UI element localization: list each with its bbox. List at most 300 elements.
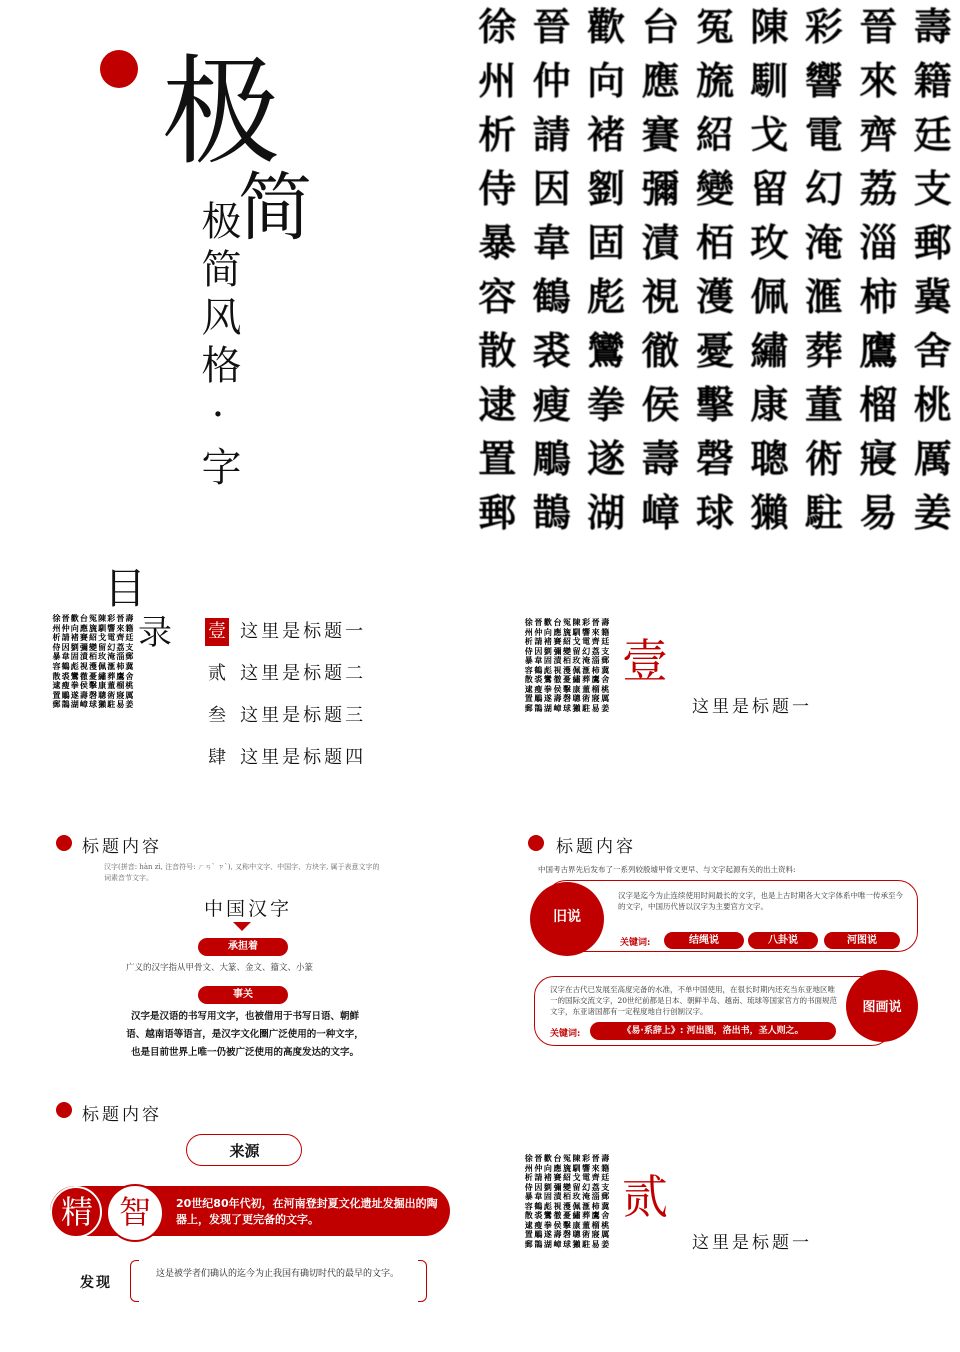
calligraphy-glyph: 寢 — [591, 1229, 600, 1239]
slide4-heading: 标题内容 — [556, 837, 636, 857]
calligraphy-glyph: 姜 — [601, 702, 610, 713]
calligraphy-glyph: 湖 — [587, 490, 626, 535]
slide5-discover-text: 这是被学者们确认的迄今为止我国有确切时代的最早的文字。 — [156, 1269, 400, 1279]
calligraphy-glyph: 逮 — [524, 683, 533, 694]
calligraphy-glyph: 台 — [641, 4, 680, 49]
calligraphy-glyph: 鵰 — [532, 436, 571, 481]
calligraphy-glyph: 散 — [524, 674, 533, 684]
calligraphy-glyph: 淄 — [116, 651, 125, 662]
calligraphy-glyph: 晉 — [591, 617, 600, 627]
calligraphy-glyph: 濩 — [695, 274, 734, 319]
calligraphy-glyph: 響 — [107, 622, 116, 633]
calligraphy-glyph: 憂 — [695, 328, 734, 373]
calligraphy-glyph: 厲 — [601, 1229, 610, 1239]
calligraphy-glyph: 旒 — [88, 622, 97, 633]
calligraphy-glyph: 應 — [553, 1162, 562, 1173]
cover-char-2: 简 — [238, 165, 312, 251]
calligraphy-glyph: 因 — [534, 1181, 543, 1192]
calligraphy-glyph: 變 — [695, 166, 734, 211]
calligraphy-glyph: 褚 — [543, 1172, 552, 1182]
section2-number: 贰 — [622, 1170, 668, 1224]
calligraphy-glyph: 繡 — [98, 670, 107, 681]
calligraphy-glyph: 留 — [572, 1181, 581, 1192]
calligraphy-glyph: 擊 — [562, 1219, 571, 1230]
calligraphy-glyph: 暴 — [52, 651, 61, 662]
calligraphy-glyph: 鵲 — [532, 490, 571, 535]
calligraphy-glyph: 析 — [52, 632, 61, 643]
calligraphy-glyph: 鷹 — [591, 674, 600, 684]
calligraphy-glyph: 彌 — [553, 645, 562, 656]
calligraphy-glyph: 逮 — [52, 680, 61, 691]
calligraphy-glyph: 支 — [601, 1181, 610, 1192]
calligraphy-glyph: 瘦 — [61, 680, 70, 691]
calligraphy-glyph: 紹 — [695, 112, 734, 157]
calligraphy-glyph: 視 — [553, 1200, 562, 1211]
calligraphy-glyph: 寢 — [859, 436, 898, 481]
calligraphy-glyph: 球 — [562, 1238, 571, 1249]
toc-item-num: 壹 — [205, 618, 229, 646]
calligraphy-glyph: 容 — [524, 664, 533, 675]
slide4-text-1: 汉字是迄今为止连续使用时间最长的文字，也是上古时期各大文字体系中唯一传承至今的文字，中国历代皆以汉字为主要官方文字。 — [618, 891, 903, 911]
calligraphy-glyph: 台 — [553, 1153, 562, 1163]
calligraphy-glyph: 仲 — [534, 1162, 543, 1173]
calligraphy-glyph: 遂 — [70, 689, 79, 700]
calligraphy-glyph: 析 — [524, 636, 533, 646]
calligraphy-glyph: 陳 — [572, 617, 581, 627]
calligraphy-glyph: 鵲 — [534, 702, 543, 713]
slide5-discover-label: 发现 — [80, 1275, 112, 1291]
toc-item-3[interactable] — [205, 702, 366, 732]
calligraphy-glyph: 遂 — [543, 693, 552, 703]
calligraphy-glyph: 固 — [543, 1191, 552, 1201]
calligraphy-glyph: 劉 — [587, 166, 626, 211]
calligraphy-glyph: 散 — [478, 328, 517, 373]
calligraphy-glyph: 柿 — [591, 664, 600, 675]
calligraphy-glyph: 應 — [553, 626, 562, 637]
calligraphy-glyph: 獺 — [98, 699, 107, 710]
toc-item-label: 这里是标题一 — [240, 621, 367, 642]
slide3-pill-1: 承担着 — [198, 938, 288, 956]
calligraphy-glyph: 拳 — [70, 680, 79, 691]
calligraphy-glyph: 鶴 — [534, 664, 543, 675]
calligraphy-glyph: 術 — [582, 1229, 591, 1239]
calligraphy-glyph: 晉 — [859, 4, 898, 49]
calligraphy-glyph: 郵 — [601, 655, 610, 665]
calligraphy-glyph: 鵰 — [534, 693, 543, 703]
calligraphy-glyph: 鶴 — [534, 1200, 543, 1211]
calligraphy-glyph: 壽 — [553, 693, 562, 703]
calligraphy-glyph: 冤 — [88, 613, 97, 623]
calligraphy-glyph: 董 — [107, 680, 116, 691]
calligraphy-glyph: 變 — [562, 645, 571, 656]
calligraphy-glyph: 繡 — [750, 328, 789, 373]
toc-item-1[interactable] — [205, 618, 366, 648]
toc-item-label: 这里是标题三 — [240, 705, 367, 726]
calligraphy-glyph: 籍 — [601, 1162, 610, 1173]
slide4-kw-label-2: 关键词: — [550, 1029, 581, 1039]
calligraphy-glyph: 晉 — [534, 1153, 543, 1163]
calligraphy-glyph: 濩 — [88, 661, 97, 671]
calligraphy-glyph: 厲 — [913, 436, 952, 481]
cover-red-dot — [100, 50, 138, 88]
calligraphy-glyph: 散 — [52, 670, 61, 681]
calligraphy-glyph: 磬 — [562, 1229, 571, 1239]
calligraphy-glyph: 栢 — [562, 655, 571, 665]
calligraphy-glyph: 漬 — [641, 220, 680, 265]
calligraphy-glyph: 彩 — [582, 1153, 591, 1163]
calligraphy-glyph: 荔 — [591, 1181, 600, 1192]
calligraphy-glyph: 滙 — [107, 661, 116, 671]
calligraphy-glyph: 球 — [562, 702, 571, 713]
calligraphy-glyph: 鸞 — [70, 670, 79, 681]
slide4-kw-1: 结绳说 — [664, 932, 744, 949]
slide3-intro: 汉字(拼音: hàn zì, 注音符号: ㄏㄢˋ ㄗˋ), 又称中文字、中国字、方块字, 属于表意文字的词素音节文字。 — [104, 863, 380, 882]
calligraphy-glyph: 戈 — [572, 636, 581, 646]
slide5-bracket-left — [130, 1260, 139, 1302]
calligraphy-glyph: 容 — [478, 274, 517, 319]
calligraphy-glyph: 幻 — [107, 641, 116, 652]
calligraphy-glyph: 聰 — [572, 1229, 581, 1239]
calligraphy-glyph: 遂 — [587, 436, 626, 481]
calligraphy-glyph: 淄 — [859, 220, 898, 265]
calligraphy-glyph: 支 — [913, 166, 952, 211]
calligraphy-glyph: 淄 — [591, 1191, 600, 1201]
calligraphy-glyph: 響 — [582, 1162, 591, 1173]
calligraphy-glyph: 彩 — [107, 613, 116, 623]
calligraphy-glyph: 柿 — [591, 1200, 600, 1211]
calligraphy-glyph: 視 — [641, 274, 680, 319]
section1-title: 这里是标题一 — [692, 697, 812, 717]
slide5-bracket-right — [418, 1260, 427, 1302]
toc-calligraphy-thumb — [52, 614, 134, 710]
calligraphy-glyph: 厲 — [125, 689, 134, 700]
calligraphy-glyph: 葬 — [804, 328, 843, 373]
calligraphy-glyph: 繡 — [572, 1210, 581, 1220]
calligraphy-glyph: 駐 — [107, 699, 116, 710]
section1-calligraphy-thumb — [524, 617, 610, 713]
calligraphy-glyph: 幻 — [804, 166, 843, 211]
slide3-body: 汉字是汉语的书写用文字，也被借用于书写日语、朝鲜语、越南语等语言，是汉字文化圈广泛使用的一种文字，也是目前世界上唯一仍被广泛使用的高度发达的文字。 — [126, 1011, 364, 1058]
calligraphy-glyph: 舍 — [125, 670, 134, 681]
toc-item-label: 这里是标题二 — [240, 663, 367, 684]
calligraphy-glyph: 擊 — [695, 382, 734, 427]
calligraphy-glyph: 籍 — [125, 622, 134, 633]
calligraphy-glyph: 徹 — [553, 674, 562, 684]
calligraphy-glyph: 來 — [859, 58, 898, 103]
calligraphy-glyph: 冤 — [695, 4, 734, 49]
calligraphy-glyph: 徹 — [641, 328, 680, 373]
slide5-bullet-dot — [56, 1102, 72, 1118]
calligraphy-glyph: 郵 — [601, 1191, 610, 1201]
calligraphy-glyph: 歡 — [70, 613, 79, 623]
toc-item-4[interactable] — [205, 744, 366, 774]
section1-number: 壹 — [622, 634, 668, 688]
calligraphy-glyph: 旒 — [695, 58, 734, 103]
slide3-center-title: 中国汉字 — [204, 898, 293, 920]
calligraphy-glyph: 歡 — [543, 617, 552, 627]
calligraphy-glyph: 郵 — [524, 1238, 533, 1249]
calligraphy-glyph: 荔 — [859, 166, 898, 211]
calligraphy-glyph: 賽 — [553, 636, 562, 646]
toc-item-2[interactable] — [205, 660, 366, 690]
calligraphy-glyph: 鶴 — [61, 661, 70, 671]
calligraphy-glyph: 歡 — [587, 4, 626, 49]
calligraphy-glyph: 易 — [591, 702, 600, 713]
calligraphy-glyph: 憂 — [562, 674, 571, 684]
calligraphy-glyph: 董 — [582, 1219, 591, 1230]
calligraphy-glyph: 壽 — [79, 689, 88, 700]
calligraphy-glyph: 榴 — [859, 382, 898, 427]
calligraphy-glyph: 仲 — [532, 58, 571, 103]
calligraphy-glyph: 獺 — [750, 490, 789, 535]
calligraphy-glyph: 冀 — [601, 664, 610, 675]
slide5-source-label: 来源 — [229, 1142, 260, 1160]
calligraphy-glyph: 容 — [524, 1200, 533, 1211]
calligraphy-glyph: 郵 — [524, 702, 533, 713]
calligraphy-glyph: 齊 — [591, 1172, 600, 1182]
calligraphy-glyph: 郵 — [52, 699, 61, 710]
calligraphy-glyph: 向 — [543, 1162, 552, 1173]
calligraphy-glyph: 壽 — [601, 617, 610, 627]
calligraphy-glyph: 晉 — [532, 4, 571, 49]
calligraphy-glyph: 湖 — [70, 699, 79, 710]
calligraphy-glyph: 舍 — [913, 328, 952, 373]
calligraphy-image — [470, 0, 960, 540]
calligraphy-glyph: 淹 — [804, 220, 843, 265]
calligraphy-glyph: 繡 — [572, 674, 581, 684]
calligraphy-glyph: 舍 — [601, 1210, 610, 1220]
calligraphy-glyph: 劉 — [543, 645, 552, 656]
calligraphy-glyph: 康 — [750, 382, 789, 427]
calligraphy-glyph: 電 — [107, 632, 116, 643]
slide3-bullet-dot — [56, 835, 72, 851]
calligraphy-glyph: 州 — [524, 626, 533, 637]
calligraphy-glyph: 玫 — [750, 220, 789, 265]
calligraphy-glyph: 籍 — [913, 58, 952, 103]
calligraphy-glyph: 裘 — [532, 328, 571, 373]
calligraphy-glyph: 漬 — [553, 655, 562, 665]
calligraphy-glyph: 侯 — [79, 680, 88, 691]
calligraphy-glyph: 彩 — [582, 617, 591, 627]
calligraphy-glyph: 栢 — [88, 651, 97, 662]
calligraphy-glyph: 電 — [582, 1172, 591, 1182]
calligraphy-glyph: 晉 — [534, 617, 543, 627]
calligraphy-glyph: 齊 — [116, 632, 125, 643]
calligraphy-glyph: 寢 — [116, 689, 125, 700]
slide5-circle-1-label: 精 — [60, 1193, 93, 1231]
calligraphy-glyph: 來 — [591, 626, 600, 637]
calligraphy-glyph: 廷 — [601, 1172, 610, 1182]
calligraphy-glyph: 聰 — [98, 689, 107, 700]
calligraphy-glyph: 佩 — [750, 274, 789, 319]
calligraphy-glyph: 紹 — [88, 632, 97, 643]
calligraphy-glyph: 晉 — [61, 613, 70, 623]
calligraphy-glyph: 徐 — [478, 4, 517, 49]
calligraphy-glyph: 留 — [98, 641, 107, 652]
calligraphy-glyph: 褚 — [587, 112, 626, 157]
calligraphy-glyph: 榴 — [591, 683, 600, 694]
calligraphy-glyph: 向 — [587, 58, 626, 103]
calligraphy-glyph: 郵 — [913, 220, 952, 265]
calligraphy-glyph: 冤 — [562, 617, 571, 627]
section2-calligraphy-thumb — [524, 1154, 610, 1248]
calligraphy-glyph: 玫 — [98, 651, 107, 662]
calligraphy-glyph: 嶂 — [79, 699, 88, 710]
calligraphy-glyph: 侯 — [553, 683, 562, 694]
calligraphy-glyph: 戈 — [750, 112, 789, 157]
calligraphy-glyph: 寢 — [591, 693, 600, 703]
calligraphy-glyph: 鶴 — [532, 274, 571, 319]
calligraphy-glyph: 向 — [543, 626, 552, 637]
calligraphy-glyph: 柿 — [859, 274, 898, 319]
calligraphy-glyph: 術 — [582, 693, 591, 703]
calligraphy-glyph: 磬 — [88, 689, 97, 700]
toc-item-label: 这里是标题四 — [240, 747, 367, 768]
calligraphy-glyph: 固 — [543, 655, 552, 665]
calligraphy-glyph: 支 — [125, 641, 134, 652]
calligraphy-glyph: 鵰 — [61, 689, 70, 700]
calligraphy-glyph: 術 — [804, 436, 843, 481]
calligraphy-glyph: 應 — [79, 622, 88, 633]
calligraphy-glyph: 電 — [582, 636, 591, 646]
calligraphy-glyph: 州 — [52, 622, 61, 633]
calligraphy-glyph: 獺 — [572, 702, 581, 713]
calligraphy-glyph: 榴 — [116, 680, 125, 691]
slide4-circle-2-label: 图画说 — [862, 1000, 902, 1015]
calligraphy-glyph: 郵 — [478, 490, 517, 535]
calligraphy-glyph: 賽 — [553, 1172, 562, 1182]
calligraphy-glyph: 視 — [79, 661, 88, 671]
slide5-circle-2-label: 智 — [118, 1193, 151, 1231]
calligraphy-glyph: 褚 — [543, 636, 552, 646]
calligraphy-glyph: 裘 — [534, 674, 543, 684]
calligraphy-glyph: 齊 — [591, 636, 600, 646]
calligraphy-glyph: 固 — [70, 651, 79, 662]
calligraphy-glyph: 淹 — [582, 655, 591, 665]
calligraphy-glyph: 馴 — [572, 1162, 581, 1173]
calligraphy-glyph: 鵲 — [61, 699, 70, 710]
calligraphy-glyph: 彌 — [79, 641, 88, 652]
calligraphy-glyph: 玫 — [572, 1191, 581, 1201]
slide4-circle-1-label: 旧说 — [553, 909, 581, 925]
calligraphy-glyph: 仲 — [534, 626, 543, 637]
calligraphy-glyph: 紹 — [562, 636, 571, 646]
calligraphy-glyph: 裘 — [61, 670, 70, 681]
calligraphy-glyph: 廷 — [913, 112, 952, 157]
calligraphy-glyph: 陳 — [98, 613, 107, 623]
calligraphy-glyph: 請 — [532, 112, 571, 157]
calligraphy-glyph: 電 — [804, 112, 843, 157]
calligraphy-glyph: 韋 — [532, 220, 571, 265]
slide4-kw-4: 《易·系辞上》: 河出图，洛出书，圣人则之。 — [590, 1022, 836, 1040]
slide4-kw-label-1: 关键词: — [620, 938, 651, 948]
calligraphy-glyph: 因 — [61, 641, 70, 652]
calligraphy-glyph: 置 — [524, 1229, 533, 1239]
calligraphy-glyph: 彪 — [70, 661, 79, 671]
calligraphy-glyph: 侯 — [641, 382, 680, 427]
calligraphy-glyph: 遂 — [543, 1229, 552, 1239]
calligraphy-glyph: 瘦 — [534, 1219, 543, 1230]
calligraphy-glyph: 徹 — [553, 1210, 562, 1220]
calligraphy-glyph: 仲 — [61, 622, 70, 633]
toc-title-1: 目 — [104, 564, 147, 613]
calligraphy-glyph: 舍 — [601, 674, 610, 684]
calligraphy-glyph: 響 — [582, 626, 591, 637]
calligraphy-glyph: 廷 — [601, 636, 610, 646]
calligraphy-glyph: 彌 — [553, 1181, 562, 1192]
calligraphy-glyph: 厲 — [601, 693, 610, 703]
calligraphy-glyph: 壽 — [913, 4, 952, 49]
slide5-heading: 标题内容 — [82, 1105, 162, 1125]
calligraphy-glyph: 鸞 — [543, 674, 552, 684]
slide4-kw-3: 河图说 — [824, 932, 900, 949]
calligraphy-glyph: 齊 — [859, 112, 898, 157]
calligraphy-glyph: 桃 — [913, 382, 952, 427]
calligraphy-glyph: 湖 — [543, 702, 552, 713]
calligraphy-glyph: 磬 — [695, 436, 734, 481]
calligraphy-glyph: 置 — [478, 436, 517, 481]
calligraphy-glyph: 旒 — [562, 1162, 571, 1173]
calligraphy-glyph: 葬 — [107, 670, 116, 681]
calligraphy-glyph: 變 — [88, 641, 97, 652]
calligraphy-glyph: 滙 — [582, 1200, 591, 1211]
calligraphy-glyph: 暴 — [478, 220, 517, 265]
calligraphy-glyph: 台 — [79, 613, 88, 623]
calligraphy-glyph: 冀 — [913, 274, 952, 319]
calligraphy-glyph: 鷹 — [591, 1210, 600, 1220]
calligraphy-glyph: 鵲 — [534, 1238, 543, 1249]
calligraphy-glyph: 拳 — [543, 1219, 552, 1230]
calligraphy-glyph: 駐 — [582, 702, 591, 713]
calligraphy-glyph: 拳 — [587, 382, 626, 427]
calligraphy-glyph: 冀 — [601, 1200, 610, 1211]
slide4-text-2: 汉字在古代已发展至高度完备的水准，不单中国使用，在很长时期内还充当东亚地区唯一的国际交流文字，20世纪前都是日本、朝鲜半岛、越南、琉球等国家官方的书面规范文字，东亚诸国都有一定程度地自行创制汉字。 — [550, 985, 838, 1016]
calligraphy-glyph: 州 — [524, 1162, 533, 1173]
calligraphy-glyph: 鷹 — [116, 670, 125, 681]
calligraphy-glyph: 散 — [524, 1210, 533, 1220]
calligraphy-glyph: 湖 — [543, 1238, 552, 1249]
calligraphy-glyph: 徐 — [52, 613, 61, 623]
calligraphy-glyph: 鸞 — [587, 328, 626, 373]
calligraphy-glyph: 姜 — [601, 1238, 610, 1249]
calligraphy-glyph: 歡 — [543, 1153, 552, 1163]
calligraphy-glyph: 容 — [52, 661, 61, 671]
calligraphy-glyph: 侯 — [553, 1219, 562, 1230]
toc-title-2: 录 — [138, 613, 172, 653]
calligraphy-glyph: 鷹 — [859, 328, 898, 373]
calligraphy-glyph: 晉 — [116, 613, 125, 623]
calligraphy-glyph: 陳 — [572, 1153, 581, 1163]
calligraphy-glyph: 來 — [591, 1162, 600, 1173]
calligraphy-glyph: 康 — [572, 1219, 581, 1230]
calligraphy-glyph: 韋 — [534, 655, 543, 665]
calligraphy-glyph: 瘦 — [534, 683, 543, 694]
calligraphy-glyph: 瘦 — [532, 382, 571, 427]
calligraphy-glyph: 桃 — [601, 1219, 610, 1230]
calligraphy-glyph: 紹 — [562, 1172, 571, 1182]
calligraphy-glyph: 逮 — [478, 382, 517, 427]
calligraphy-glyph: 廷 — [125, 632, 134, 643]
calligraphy-glyph: 駐 — [804, 490, 843, 535]
calligraphy-glyph: 董 — [582, 683, 591, 694]
toc-item-num: 肆 — [208, 747, 226, 768]
calligraphy-glyph: 置 — [52, 689, 61, 700]
calligraphy-glyph: 栢 — [695, 220, 734, 265]
calligraphy-glyph: 易 — [591, 1238, 600, 1249]
calligraphy-glyph: 暴 — [524, 655, 533, 665]
calligraphy-glyph: 鸞 — [543, 1210, 552, 1220]
slide4-bullet-dot — [528, 835, 544, 851]
